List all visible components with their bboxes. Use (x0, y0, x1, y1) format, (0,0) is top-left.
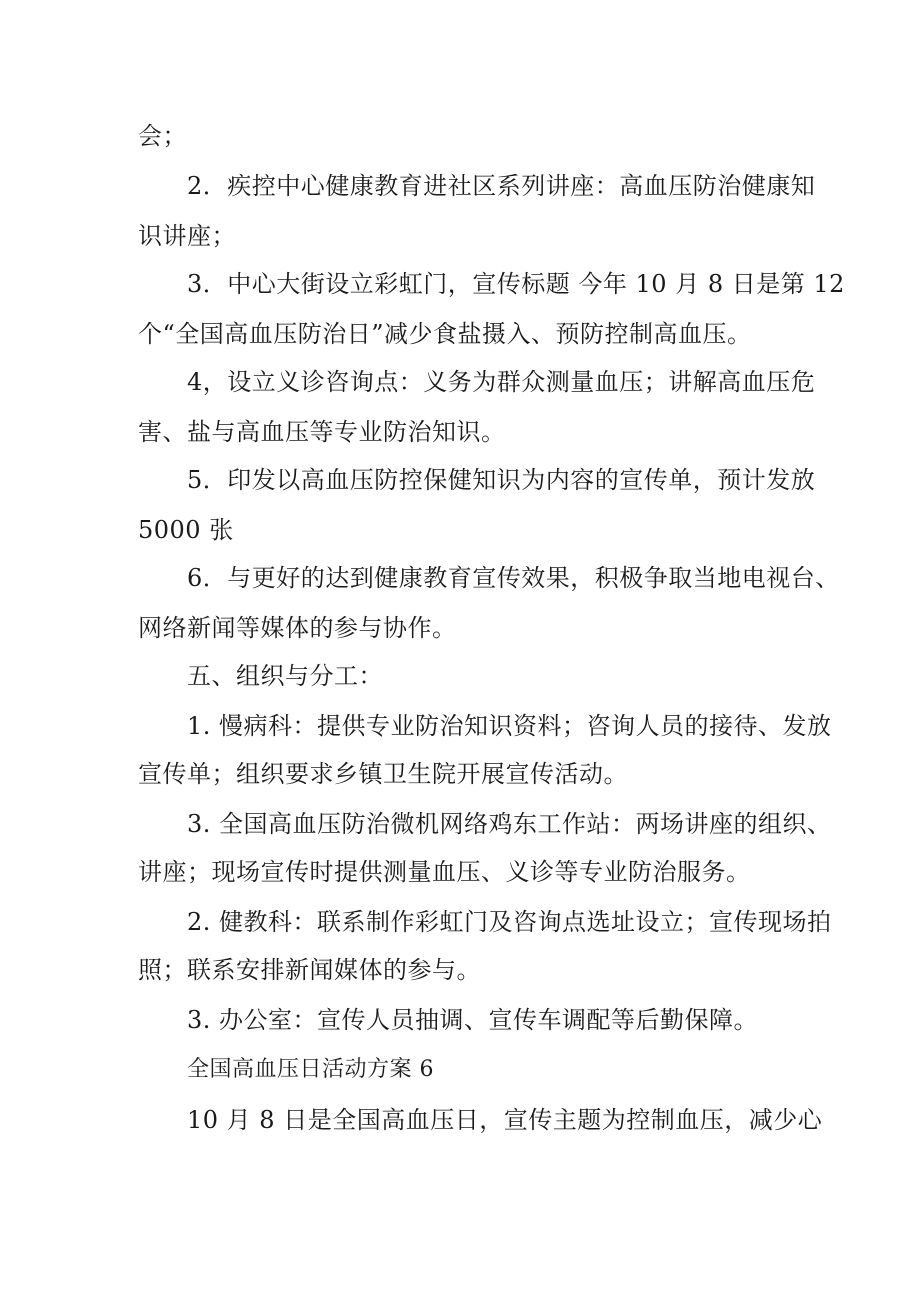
text-line-1: 会； (138, 122, 187, 150)
text-line-13: 1. 慢病科：提供专业防治知识资料；咨询人员的接待、发放 (187, 712, 832, 740)
text-line-18: 照；联系安排新闻媒体的参与。 (138, 956, 481, 984)
text-line-14: 宣传单；组织要求乡镇卫生院开展宣传活动。 (138, 760, 628, 788)
text-line-7: 害、盐与高血压等专业防治知识。 (138, 418, 506, 446)
plan-title: 全国高血压日活动方案 6 (187, 1057, 434, 1082)
section-heading: 五、组织与分工： (187, 662, 383, 690)
text-line-21: 10 月 8 日是全国高血压日，宣传主题为控制血压，减少心 (187, 1106, 823, 1134)
text-line-17: 2. 健教科：联系制作彩虹门及咨询点选址设立；宣传现场拍 (187, 908, 832, 936)
text-line-11: 网络新闻等媒体的参与协作。 (138, 614, 457, 642)
text-line-2: 2．疾控中心健康教育进社区系列讲座：高血压防治健康知 (187, 172, 816, 200)
text-line-10: 6．与更好的达到健康教育宣传效果，积极争取当地电视台、 (187, 564, 840, 592)
text-line-19: 3. 办公室：宣传人员抽调、宣传车调配等后勤保障。 (187, 1006, 759, 1034)
text-line-3: 识讲座； (138, 222, 236, 250)
text-line-16: 讲座；现场宣传时提供测量血压、义诊等专业防治服务。 (138, 858, 751, 886)
text-line-6: 4，设立义诊咨询点：义务为群众测量血压；讲解高血压危 (187, 368, 816, 396)
text-line-8: 5．印发以高血压防控保健知识为内容的宣传单，预计发放 (187, 466, 816, 494)
text-line-4: 3．中心大街设立彩虹门，宣传标题 今年 10 月 8 日是第 12 (187, 270, 845, 298)
text-line-15: 3. 全国高血压防治微机网络鸡东工作站：两场讲座的组织、 (187, 810, 832, 838)
text-line-9: 5000 张 (138, 516, 234, 544)
text-line-5: 个“全国高血压防治日”减少食盐摄入、预防控制高血压。 (138, 320, 752, 348)
